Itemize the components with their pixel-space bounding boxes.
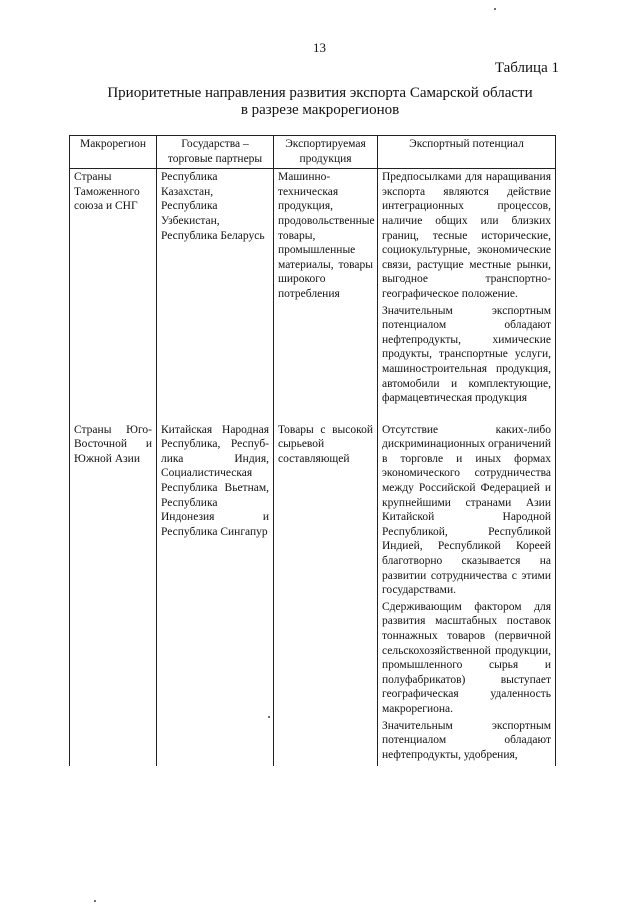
table-header-row xyxy=(70,136,556,169)
header-potential: Экспортный потенциал xyxy=(378,136,556,169)
export-directions-table xyxy=(69,135,556,766)
header-products: Экспортируемая продукция xyxy=(274,136,378,169)
products-cell: Машинно-техническая продукция, продовольственные товары, промышленные материалы, товары широкого потребления xyxy=(274,169,378,422)
potential-cell xyxy=(378,422,556,767)
title-line-2: в разрезе макрорегионов xyxy=(240,102,400,118)
potential-cell xyxy=(378,169,556,422)
partners-cell: Китайская Народная Республика, Респуб-лика Индия, Социалистическая Республика Вьетнам, Республика Индонезия и Республика Сингапур xyxy=(157,422,274,767)
partners-cell: Республика Казахстан, Республика Узбекистан, Республика Беларусь xyxy=(157,169,274,422)
page-number: 13 xyxy=(313,40,326,55)
region-cell: Страны Таможенного союза и СНГ xyxy=(70,169,157,422)
scan-speck xyxy=(268,716,270,718)
potential-paragraph: Отсутствие каких-либо дискриминационных ограничений в торговле и иных формах экономического сотрудничества между Российской Федерацией и крупнейшими странами Азии Китайской Народной Республикой, Республикой Индией, Республикой Кореей благотворно сказывается на развитии сотрудничества с этими государствами. xyxy=(382,423,551,597)
table-label: Таблица 1 xyxy=(494,60,559,76)
region-cell: Страны Юго-Восточной и Южной Азии xyxy=(70,422,157,767)
title-line-1: Приоритетные направления развития экспорта Самарской области xyxy=(107,85,533,101)
header-macroregion: Макрорегион xyxy=(70,136,157,169)
header-partners: Государства – торговые партнеры xyxy=(157,136,274,169)
potential-paragraph: Сдерживающим фактором для развития масштабных поставок тоннажных товаров (первичной сельскохозяйственной продукции, промышленного сырья и полуфабрикатов) выступает географическая удаленность макрорегиона. xyxy=(382,600,551,715)
scan-speck xyxy=(94,900,96,902)
potential-paragraph: Значительным экспортным потенциалом обладают нефтепродукты, удобрения, xyxy=(382,719,551,761)
scan-speck xyxy=(494,8,496,10)
products-cell: Товары с высокой сырьевой составляющей xyxy=(274,422,378,767)
potential-paragraph: Значительным экспортным потенциалом обладают нефтепродукты, химические продукты, транспортные услуги, машиностроительная продукция, автомобили и комплектующие, фармацевтическая продукция xyxy=(382,304,551,405)
potential-paragraph: Предпосылками для наращивания экспорта являются действие интеграционных процессов, наличие общих или близких границ, тесные исторические, социокультурные, экономические связи, растущие местные рынки, выгодное транспортно-географическое положение. xyxy=(382,171,551,300)
document-title xyxy=(90,85,550,119)
table-row xyxy=(70,169,556,422)
table-row xyxy=(70,422,556,767)
